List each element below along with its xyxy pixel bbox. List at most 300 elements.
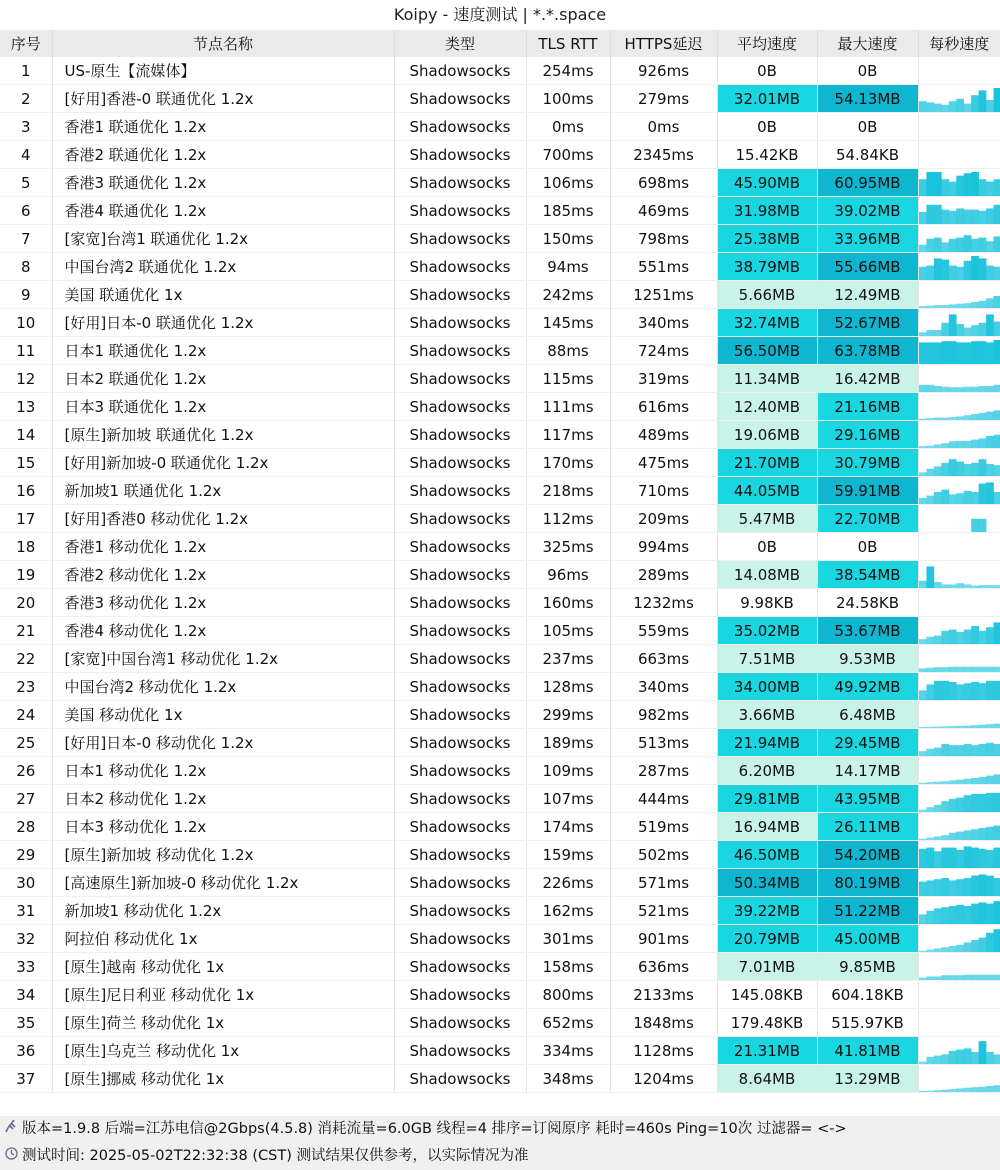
table-row[interactable] [0, 925, 1000, 953]
table-row[interactable] [0, 393, 1000, 421]
table-row[interactable] [0, 757, 1000, 785]
speed-sample-bar [978, 323, 986, 336]
cell-index: 11 [0, 337, 52, 365]
cell-per-second-speed [918, 897, 1000, 925]
cell-https-latency: 513ms [610, 729, 717, 757]
speed-sample-bar [993, 88, 1000, 112]
speed-sample-bar [919, 267, 927, 280]
cell-max-speed: 49.92MB [817, 673, 918, 701]
speed-sample-bar [926, 911, 934, 924]
cell-https-latency: 571ms [610, 869, 717, 897]
cell-tls-rtt: 189ms [526, 729, 610, 757]
window-title: Koipy - 速度测试 | *.*.space [0, 0, 1000, 30]
speed-sample-bar [963, 342, 971, 364]
plug-icon [4, 1116, 18, 1143]
table-row[interactable] [0, 169, 1000, 197]
speed-sample-bar [971, 745, 979, 756]
speed-sample-bar [948, 833, 956, 840]
speed-sample-bar [963, 975, 971, 980]
speed-sample-bar [956, 1088, 964, 1092]
speed-sparkline [919, 281, 1000, 308]
header-type[interactable]: 类型 [394, 30, 526, 57]
speed-sample-bar [971, 492, 979, 504]
speed-sample-bar [933, 748, 941, 756]
cell-https-latency: 519ms [610, 813, 717, 841]
cell-per-second-speed [918, 1037, 1000, 1065]
speed-sample-bar [941, 443, 949, 448]
speed-sample-bar [993, 205, 1000, 224]
cell-node-name: [好用]香港0 移动优化 1.2x [52, 505, 394, 533]
speed-sample-bar [956, 832, 964, 840]
cell-https-latency: 444ms [610, 785, 717, 813]
cell-index: 29 [0, 841, 52, 869]
cell-node-name: 日本2 联通优化 1.2x [52, 365, 394, 393]
cell-https-latency: 209ms [610, 505, 717, 533]
speed-sample-bar [926, 848, 934, 868]
cell-https-latency: 559ms [610, 617, 717, 645]
cell-avg-speed: 15.42KB [717, 141, 817, 169]
speed-sparkline [919, 309, 1000, 336]
table-row[interactable] [0, 225, 1000, 253]
header-avg-speed[interactable]: 平均速度 [717, 30, 817, 57]
table-row[interactable] [0, 561, 1000, 589]
header-max-speed[interactable]: 最大速度 [817, 30, 918, 57]
speed-sample-bar [956, 780, 964, 784]
table-row[interactable] [0, 897, 1000, 925]
speed-sample-bar [971, 626, 979, 644]
cell-avg-speed: 6.20MB [717, 757, 817, 785]
speed-sample-bar [926, 205, 934, 224]
cell-tls-rtt: 109ms [526, 757, 610, 785]
speed-sample-bar [956, 850, 964, 868]
table-row[interactable] [0, 113, 1000, 141]
speed-sample-bar [948, 799, 956, 812]
cell-per-second-speed [918, 953, 1000, 981]
speed-sample-bar [993, 878, 1000, 896]
cell-https-latency: 994ms [610, 533, 717, 561]
speed-sample-bar [941, 631, 949, 644]
cell-per-second-speed [918, 141, 1000, 169]
cell-per-second-speed [918, 981, 1000, 1009]
table-row[interactable] [0, 813, 1000, 841]
speed-sample-bar [978, 179, 986, 196]
speed-sample-bar [941, 584, 949, 588]
speed-sample-bar [956, 208, 964, 224]
speed-sample-bar [963, 464, 971, 476]
speed-sample-bar [933, 908, 941, 924]
speed-sample-bar [926, 749, 934, 756]
speed-sample-bar [933, 172, 941, 196]
speed-sample-bar [971, 210, 979, 224]
speed-sample-bar [941, 744, 949, 756]
speed-sample-bar [986, 793, 994, 812]
cell-avg-speed: 34.00MB [717, 673, 817, 701]
cell-index: 35 [0, 1009, 52, 1037]
speed-sample-bar [993, 492, 1000, 504]
cell-avg-speed: 11.34MB [717, 365, 817, 393]
table-row[interactable] [0, 617, 1000, 645]
speed-sample-bar [919, 1091, 927, 1092]
speed-sample-bar [948, 314, 956, 336]
speed-sample-bar [926, 496, 934, 504]
cell-index: 22 [0, 645, 52, 673]
cell-index: 30 [0, 869, 52, 897]
speed-sample-bar [956, 416, 964, 420]
speed-sample-bar [948, 494, 956, 504]
cell-type: Shadowsocks [394, 281, 526, 309]
cell-type: Shadowsocks [394, 729, 526, 757]
table-row[interactable] [0, 309, 1000, 337]
cell-avg-speed: 9.98KB [717, 589, 817, 617]
cell-per-second-speed [918, 617, 1000, 645]
cell-tls-rtt: 242ms [526, 281, 610, 309]
speed-sample-bar [956, 304, 964, 308]
cell-https-latency: 475ms [610, 449, 717, 477]
speed-sample-bar [948, 239, 956, 252]
table-row[interactable] [0, 1065, 1000, 1093]
speed-sample-bar [948, 182, 956, 196]
cell-avg-speed: 5.47MB [717, 505, 817, 533]
table-row[interactable] [0, 1037, 1000, 1065]
header-node-name[interactable]: 节点名称 [52, 30, 394, 57]
cell-per-second-speed [918, 1009, 1000, 1037]
speed-sample-bar [941, 848, 949, 868]
cell-node-name: [家宽]台湾1 联通优化 1.2x [52, 225, 394, 253]
cell-node-name: 日本3 移动优化 1.2x [52, 813, 394, 841]
speed-sample-bar [933, 466, 941, 476]
speed-sample-bar [941, 179, 949, 196]
speed-sample-bar [926, 102, 934, 112]
speed-sample-bar [926, 342, 934, 364]
cell-max-speed: 0B [817, 57, 918, 85]
cell-index: 26 [0, 757, 52, 785]
cell-index: 37 [0, 1065, 52, 1093]
table-row[interactable] [0, 701, 1000, 729]
header-per-second-speed[interactable]: 每秒速度 [918, 30, 1000, 57]
cell-max-speed: 54.13MB [817, 85, 918, 113]
speed-sample-bar [986, 208, 994, 224]
cell-tls-rtt: 111ms [526, 393, 610, 421]
speed-sample-bar [993, 1085, 1000, 1092]
table-row[interactable] [0, 533, 1000, 561]
cell-per-second-speed [918, 869, 1000, 897]
speed-sample-bar [933, 205, 941, 224]
speed-sample-bar [963, 328, 971, 336]
cell-type: Shadowsocks [394, 225, 526, 253]
speed-sample-bar [963, 1088, 971, 1092]
speed-sample-bar [971, 682, 979, 700]
table-row[interactable] [0, 421, 1000, 449]
cell-max-speed: 45.00MB [817, 925, 918, 953]
table-row[interactable] [0, 673, 1000, 701]
table-row[interactable] [0, 505, 1000, 533]
speed-sample-bar [978, 975, 986, 980]
cell-tls-rtt: 299ms [526, 701, 610, 729]
cell-avg-speed: 50.34MB [717, 869, 817, 897]
cell-node-name: 香港3 联通优化 1.2x [52, 169, 394, 197]
speed-sparkline [919, 449, 1000, 476]
cell-type: Shadowsocks [394, 757, 526, 785]
speed-sample-bar [941, 341, 949, 364]
speed-sample-bar [963, 779, 971, 784]
speed-sparkline [919, 337, 1000, 364]
table-row[interactable] [0, 365, 1000, 393]
speed-sparkline [919, 757, 1000, 784]
speed-sample-bar [956, 387, 964, 392]
speed-sample-bar [933, 386, 941, 392]
speed-sample-bar [978, 777, 986, 784]
cell-index: 8 [0, 253, 52, 281]
speed-sample-bar [986, 100, 994, 112]
speed-sample-bar [933, 492, 941, 504]
cell-index: 5 [0, 169, 52, 197]
cell-tls-rtt: 800ms [526, 981, 610, 1009]
cell-avg-speed: 179.48KB [717, 1009, 817, 1037]
speed-sample-bar [933, 948, 941, 952]
speed-sample-bar [933, 330, 941, 336]
speed-sample-bar [993, 179, 1000, 196]
cell-https-latency: 663ms [610, 645, 717, 673]
cell-type: Shadowsocks [394, 253, 526, 281]
table-row[interactable] [0, 645, 1000, 673]
speed-sample-bar [956, 238, 964, 252]
cell-per-second-speed [918, 505, 1000, 533]
table-row[interactable] [0, 197, 1000, 225]
speed-sample-bar [993, 322, 1000, 336]
speed-sample-bar [986, 298, 994, 308]
cell-node-name: [原生]荷兰 移动优化 1x [52, 1009, 394, 1037]
speed-sparkline [919, 1009, 1000, 1036]
cell-node-name: 香港3 移动优化 1.2x [52, 589, 394, 617]
cell-per-second-speed [918, 309, 1000, 337]
speed-sample-bar [948, 1051, 956, 1064]
speed-sample-bar [978, 1041, 986, 1064]
cell-node-name: 中国台湾2 移动优化 1.2x [52, 673, 394, 701]
cell-max-speed: 9.53MB [817, 645, 918, 673]
speed-sample-bar [978, 725, 986, 728]
table-row[interactable] [0, 869, 1000, 897]
speed-sample-bar [986, 776, 994, 784]
cell-max-speed: 515.97KB [817, 1009, 918, 1037]
table-row[interactable] [0, 57, 1000, 85]
header-https-latency[interactable]: HTTPS延迟 [610, 30, 717, 57]
speed-sample-bar [956, 745, 964, 756]
cell-https-latency: 0ms [610, 113, 717, 141]
speed-sparkline [919, 981, 1000, 1008]
speed-sample-bar [978, 211, 986, 224]
speed-sample-bar [956, 879, 964, 896]
speed-sample-bar [926, 172, 934, 196]
speed-sample-bar [963, 795, 971, 812]
cell-index: 34 [0, 981, 52, 1009]
cell-avg-speed: 7.51MB [717, 645, 817, 673]
speed-sample-bar [941, 105, 949, 112]
cell-max-speed: 41.81MB [817, 1037, 918, 1065]
cell-node-name: 日本2 移动优化 1.2x [52, 785, 394, 813]
header-index[interactable]: 序号 [0, 30, 52, 57]
speed-sparkline [919, 589, 1000, 616]
speed-sample-bar [978, 413, 986, 420]
speed-sample-bar [963, 210, 971, 224]
speed-sample-bar [956, 945, 964, 952]
cell-per-second-speed [918, 281, 1000, 309]
cell-max-speed: 30.79MB [817, 449, 918, 477]
cell-avg-speed: 0B [717, 57, 817, 85]
speed-sample-bar [948, 667, 956, 672]
cell-index: 28 [0, 813, 52, 841]
table-row[interactable] [0, 785, 1000, 813]
cell-https-latency: 1232ms [610, 589, 717, 617]
speed-sample-bar [948, 387, 956, 392]
speed-sample-bar [933, 1056, 941, 1064]
speed-sample-bar [986, 876, 994, 896]
speed-sample-bar [986, 724, 994, 728]
header-tls-rtt[interactable]: TLS RTT [526, 30, 610, 57]
cell-per-second-speed [918, 757, 1000, 785]
cell-node-name: [好用]新加坡-0 联通优化 1.2x [52, 449, 394, 477]
speed-sparkline [919, 561, 1000, 588]
cell-tls-rtt: 348ms [526, 1065, 610, 1093]
speed-sample-bar [993, 385, 1000, 392]
cell-max-speed: 21.16MB [817, 393, 918, 421]
cell-index: 14 [0, 421, 52, 449]
table-row[interactable] [0, 1009, 1000, 1037]
cell-tls-rtt: 218ms [526, 477, 610, 505]
speed-sample-bar [971, 440, 979, 448]
cell-https-latency: 901ms [610, 925, 717, 953]
cell-per-second-speed [918, 393, 1000, 421]
speed-sample-bar [971, 667, 979, 672]
cell-tls-rtt: 162ms [526, 897, 610, 925]
speed-sample-bar [956, 905, 964, 924]
speed-sparkline [919, 85, 1000, 112]
cell-node-name: [高速原生]新加坡-0 移动优化 1.2x [52, 869, 394, 897]
cell-index: 20 [0, 589, 52, 617]
cell-node-name: 香港4 移动优化 1.2x [52, 617, 394, 645]
cell-tls-rtt: 301ms [526, 925, 610, 953]
cell-index: 33 [0, 953, 52, 981]
speed-sample-bar [919, 342, 927, 364]
cell-max-speed: 9.85MB [817, 953, 918, 981]
table-row[interactable] [0, 449, 1000, 477]
speed-sample-bar [948, 745, 956, 756]
cell-tls-rtt: 159ms [526, 841, 610, 869]
cell-index: 32 [0, 925, 52, 953]
speed-sample-bar [993, 622, 1000, 644]
speed-sample-bar [971, 341, 979, 364]
cell-node-name: 香港2 移动优化 1.2x [52, 561, 394, 589]
cell-index: 15 [0, 449, 52, 477]
speed-sample-bar [963, 830, 971, 840]
table-row[interactable] [0, 253, 1000, 281]
table-header-row [0, 30, 1000, 57]
cell-type: Shadowsocks [394, 1037, 526, 1065]
cell-type: Shadowsocks [394, 645, 526, 673]
speed-sample-bar [993, 826, 1000, 840]
table-row[interactable] [0, 281, 1000, 309]
cell-index: 10 [0, 309, 52, 337]
speed-sample-bar [948, 584, 956, 588]
table-row[interactable] [0, 981, 1000, 1009]
cell-node-name: [原生]新加坡 移动优化 1.2x [52, 841, 394, 869]
speed-sample-bar [941, 490, 949, 504]
cell-https-latency: 469ms [610, 197, 717, 225]
cell-type: Shadowsocks [394, 953, 526, 981]
speed-sample-bar [986, 975, 994, 980]
speed-sample-bar [978, 1087, 986, 1092]
table-row[interactable] [0, 589, 1000, 617]
speed-sample-bar [926, 976, 934, 980]
cell-avg-speed: 0B [717, 533, 817, 561]
speed-sample-bar [933, 879, 941, 896]
table-row[interactable] [0, 337, 1000, 365]
speed-sample-bar [956, 632, 964, 644]
footer-time-line [0, 1143, 1000, 1170]
speed-sample-bar [948, 630, 956, 644]
cell-avg-speed: 35.02MB [717, 617, 817, 645]
speed-sample-bar [956, 441, 964, 448]
cell-index: 23 [0, 673, 52, 701]
cell-per-second-speed [918, 925, 1000, 953]
cell-tls-rtt: 128ms [526, 673, 610, 701]
speed-sample-bar [971, 414, 979, 420]
speed-sample-bar [919, 332, 927, 336]
cell-max-speed: 29.16MB [817, 421, 918, 449]
cell-max-speed: 53.67MB [817, 617, 918, 645]
cell-max-speed: 604.18KB [817, 981, 918, 1009]
cell-per-second-speed [918, 57, 1000, 85]
table-row[interactable] [0, 141, 1000, 169]
speed-sample-bar [971, 848, 979, 868]
speed-sample-bar [986, 904, 994, 924]
speed-sample-bar [978, 90, 986, 112]
speed-sample-bar [933, 976, 941, 980]
table-row[interactable] [0, 477, 1000, 505]
speed-sample-bar [986, 1086, 994, 1092]
cell-tls-rtt: 185ms [526, 197, 610, 225]
speed-sparkline [919, 365, 1000, 392]
cell-type: Shadowsocks [394, 141, 526, 169]
footer [0, 1116, 1000, 1170]
cell-tls-rtt: 160ms [526, 589, 610, 617]
cell-max-speed: 43.95MB [817, 785, 918, 813]
cell-type: Shadowsocks [394, 449, 526, 477]
speed-sparkline [919, 813, 1000, 840]
cell-avg-speed: 145.08KB [717, 981, 817, 1009]
footer-info-line [0, 1116, 1000, 1143]
speed-sample-bar [941, 1090, 949, 1092]
table-row[interactable] [0, 729, 1000, 757]
cell-max-speed: 29.45MB [817, 729, 918, 757]
cell-avg-speed: 5.66MB [717, 281, 817, 309]
table-row[interactable] [0, 85, 1000, 113]
speed-sample-bar [941, 947, 949, 952]
cell-per-second-speed [918, 225, 1000, 253]
cell-per-second-speed [918, 841, 1000, 869]
cell-max-speed: 63.78MB [817, 337, 918, 365]
cell-max-speed: 22.70MB [817, 505, 918, 533]
speed-sample-bar [941, 835, 949, 840]
cell-type: Shadowsocks [394, 869, 526, 897]
cell-avg-speed: 46.50MB [717, 841, 817, 869]
cell-avg-speed: 8.64MB [717, 1065, 817, 1093]
clock-icon [4, 1143, 18, 1170]
cell-node-name: [原生]新加坡 联通优化 1.2x [52, 421, 394, 449]
speed-sample-bar [986, 627, 994, 644]
table-row[interactable] [0, 953, 1000, 981]
speed-sample-bar [933, 258, 941, 280]
table-row[interactable] [0, 841, 1000, 869]
